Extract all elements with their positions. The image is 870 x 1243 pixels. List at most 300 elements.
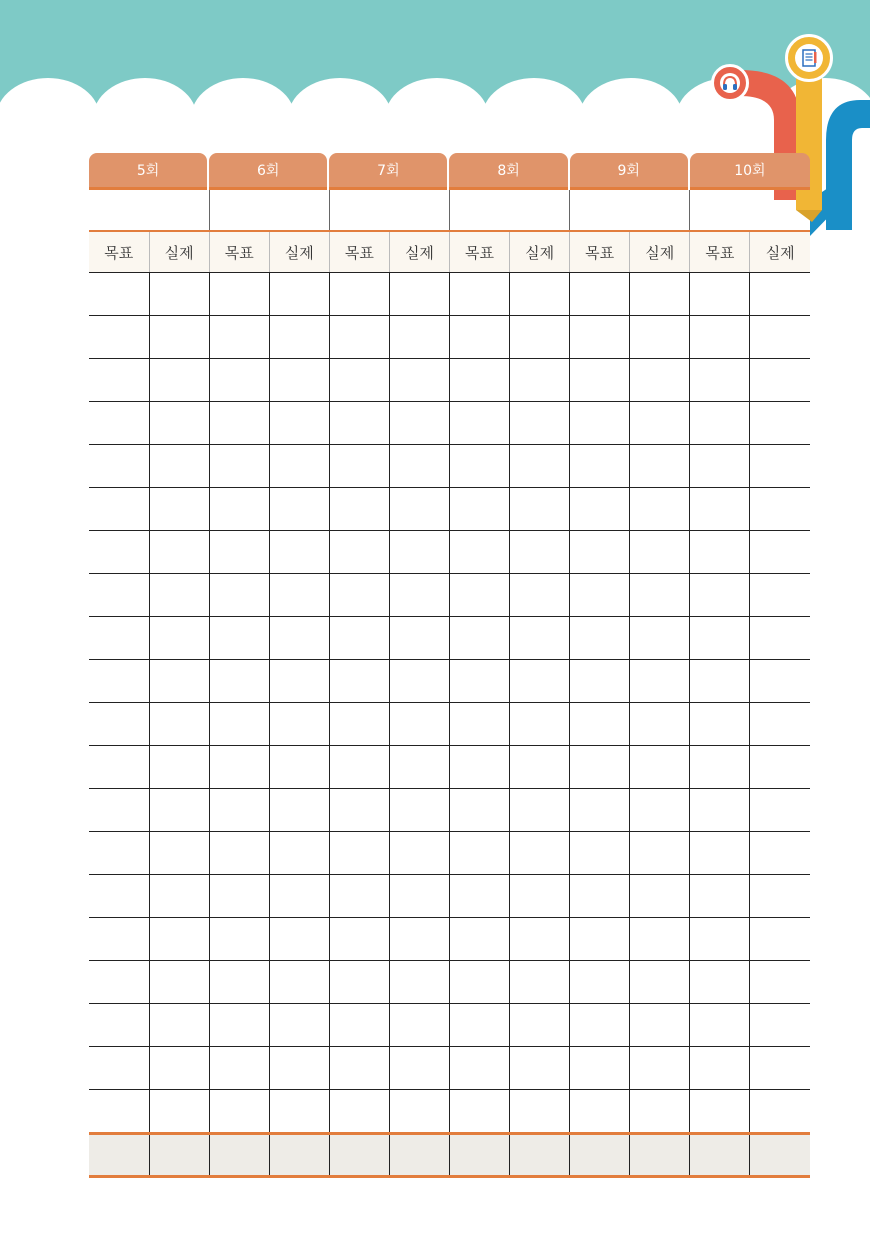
entry-cell[interactable]: [449, 703, 509, 746]
entry-cell[interactable]: [329, 574, 389, 617]
entry-cell[interactable]: [449, 1004, 509, 1047]
entry-cell[interactable]: [630, 875, 690, 918]
entry-cell[interactable]: [149, 660, 209, 703]
entry-cell[interactable]: [750, 359, 810, 402]
entry-cell[interactable]: [510, 746, 570, 789]
table-row: [89, 875, 810, 918]
entry-cell[interactable]: [209, 832, 269, 875]
table-row: [89, 1004, 810, 1047]
table-row: [89, 273, 810, 316]
entry-cell[interactable]: [510, 574, 570, 617]
entry-cell[interactable]: [750, 832, 810, 875]
entry-cell[interactable]: [269, 402, 329, 445]
entry-cell[interactable]: [329, 961, 389, 1004]
entry-cell[interactable]: [570, 918, 630, 961]
entry-cell[interactable]: [269, 316, 329, 359]
entry-cell[interactable]: [329, 402, 389, 445]
entry-cell[interactable]: [89, 746, 149, 789]
actual-label: 실제: [149, 231, 209, 273]
entry-cell[interactable]: [89, 1047, 149, 1090]
round-header-3: 8회: [449, 153, 567, 190]
entry-cell[interactable]: [449, 359, 509, 402]
entry-cell[interactable]: [570, 531, 630, 574]
round-header-0: 5회: [89, 153, 207, 190]
entry-cell[interactable]: [449, 660, 509, 703]
entry-cell[interactable]: [209, 359, 269, 402]
entry-cell[interactable]: [690, 273, 750, 316]
date-cell[interactable]: [329, 190, 449, 231]
entry-cell[interactable]: [690, 703, 750, 746]
entry-cell[interactable]: [690, 316, 750, 359]
entry-cell[interactable]: [89, 1004, 149, 1047]
entry-cell[interactable]: [630, 1090, 690, 1134]
entry-cell[interactable]: [449, 488, 509, 531]
entry-cell[interactable]: [209, 918, 269, 961]
entry-cell[interactable]: [329, 617, 389, 660]
entry-cell[interactable]: [269, 660, 329, 703]
entry-cell[interactable]: [89, 531, 149, 574]
entry-cell[interactable]: [209, 1004, 269, 1047]
entry-cell[interactable]: [89, 574, 149, 617]
entry-cell[interactable]: [89, 703, 149, 746]
entry-cell[interactable]: [449, 918, 509, 961]
entry-cell[interactable]: [690, 531, 750, 574]
entry-cell[interactable]: [89, 789, 149, 832]
entry-cell[interactable]: [89, 273, 149, 316]
entry-cell[interactable]: [449, 402, 509, 445]
entry-cell[interactable]: [570, 703, 630, 746]
entry-cell[interactable]: [630, 961, 690, 1004]
entry-cell[interactable]: [630, 316, 690, 359]
table-row: [89, 746, 810, 789]
entry-cell[interactable]: [690, 918, 750, 961]
entry-cell[interactable]: [750, 273, 810, 316]
entry-cell[interactable]: [389, 574, 449, 617]
entry-cell[interactable]: [570, 789, 630, 832]
entry-cell[interactable]: [510, 359, 570, 402]
entry-cell[interactable]: [630, 660, 690, 703]
sub-label-row: [89, 231, 810, 273]
entry-cell[interactable]: [570, 488, 630, 531]
entry-cell[interactable]: [89, 832, 149, 875]
entry-cell[interactable]: [690, 832, 750, 875]
date-cell[interactable]: [89, 190, 209, 231]
entry-cell[interactable]: [510, 531, 570, 574]
entry-cell[interactable]: [89, 617, 149, 660]
total-cell[interactable]: [89, 1134, 149, 1177]
entry-cell[interactable]: [750, 1090, 810, 1134]
entry-cell[interactable]: [389, 1004, 449, 1047]
entry-cell[interactable]: [750, 574, 810, 617]
entry-cell[interactable]: [149, 273, 209, 316]
entry-cell[interactable]: [149, 402, 209, 445]
entry-cell[interactable]: [329, 832, 389, 875]
entry-cell[interactable]: [209, 660, 269, 703]
target-label: 목표: [329, 231, 389, 273]
round-header-5: 10회: [690, 153, 810, 190]
entry-cell[interactable]: [630, 402, 690, 445]
entry-cell[interactable]: [269, 789, 329, 832]
date-cell[interactable]: [570, 190, 690, 231]
target-label: 목표: [209, 231, 269, 273]
entry-cell[interactable]: [630, 1047, 690, 1090]
target-label: 목표: [89, 231, 149, 273]
entry-cell[interactable]: [329, 918, 389, 961]
entry-cell[interactable]: [630, 789, 690, 832]
entry-cell[interactable]: [269, 875, 329, 918]
entry-cell[interactable]: [570, 402, 630, 445]
entry-cell[interactable]: [750, 918, 810, 961]
actual-label: 실제: [630, 231, 690, 273]
date-cell[interactable]: [690, 190, 810, 231]
entry-cell[interactable]: [510, 660, 570, 703]
entry-cell[interactable]: [630, 445, 690, 488]
entry-cell[interactable]: [149, 875, 209, 918]
document-icon: [785, 34, 833, 82]
date-row: [89, 190, 810, 231]
entry-cell[interactable]: [750, 531, 810, 574]
entry-cell[interactable]: [690, 488, 750, 531]
entry-cell[interactable]: [329, 488, 389, 531]
entry-cell[interactable]: [269, 359, 329, 402]
entry-cell[interactable]: [89, 359, 149, 402]
table-row: [89, 660, 810, 703]
entry-cell[interactable]: [449, 961, 509, 1004]
total-cell[interactable]: [449, 1134, 509, 1177]
total-cell[interactable]: [389, 1134, 449, 1177]
entry-cell[interactable]: [750, 1004, 810, 1047]
entry-cell[interactable]: [690, 574, 750, 617]
actual-label: 실제: [750, 231, 810, 273]
entry-cell[interactable]: [570, 316, 630, 359]
entry-cell[interactable]: [449, 617, 509, 660]
total-cell[interactable]: [149, 1134, 209, 1177]
entry-cell[interactable]: [269, 961, 329, 1004]
entry-cell[interactable]: [630, 531, 690, 574]
entry-cell[interactable]: [570, 660, 630, 703]
entry-cell[interactable]: [209, 875, 269, 918]
entry-cell[interactable]: [329, 660, 389, 703]
entry-cell[interactable]: [209, 961, 269, 1004]
entry-cell[interactable]: [269, 918, 329, 961]
entry-cell[interactable]: [750, 875, 810, 918]
entry-cell[interactable]: [269, 703, 329, 746]
entry-cell[interactable]: [750, 789, 810, 832]
entry-cell[interactable]: [510, 1004, 570, 1047]
entry-cell[interactable]: [149, 445, 209, 488]
entry-cell[interactable]: [630, 273, 690, 316]
entry-cell[interactable]: [149, 359, 209, 402]
entry-cell[interactable]: [570, 273, 630, 316]
entry-cell[interactable]: [750, 961, 810, 1004]
headphones-icon: [711, 64, 749, 102]
entry-cell[interactable]: [389, 961, 449, 1004]
entry-cell[interactable]: [750, 703, 810, 746]
entry-cell[interactable]: [329, 703, 389, 746]
entry-cell[interactable]: [690, 1090, 750, 1134]
entry-cell[interactable]: [209, 789, 269, 832]
date-cell[interactable]: [449, 190, 569, 231]
entry-cell[interactable]: [209, 703, 269, 746]
entry-cell[interactable]: [389, 531, 449, 574]
entry-cell[interactable]: [449, 746, 509, 789]
entry-cell[interactable]: [329, 273, 389, 316]
entry-cell[interactable]: [750, 660, 810, 703]
entry-cell[interactable]: [449, 531, 509, 574]
entry-cell[interactable]: [149, 1047, 209, 1090]
entry-cell[interactable]: [449, 574, 509, 617]
entry-cell[interactable]: [449, 789, 509, 832]
entry-cell[interactable]: [630, 359, 690, 402]
entry-cell[interactable]: [750, 316, 810, 359]
entry-cell[interactable]: [630, 1004, 690, 1047]
entry-cell[interactable]: [510, 1090, 570, 1134]
entry-cell[interactable]: [750, 1047, 810, 1090]
entry-cell[interactable]: [449, 273, 509, 316]
entry-cell[interactable]: [570, 832, 630, 875]
entry-cell[interactable]: [269, 1047, 329, 1090]
entry-cell[interactable]: [89, 402, 149, 445]
entry-cell[interactable]: [89, 961, 149, 1004]
entry-cell[interactable]: [149, 918, 209, 961]
entry-cell[interactable]: [510, 402, 570, 445]
entry-cell[interactable]: [149, 488, 209, 531]
table-row: [89, 832, 810, 875]
table-row: [89, 574, 810, 617]
entry-cell[interactable]: [149, 531, 209, 574]
entry-cell[interactable]: [510, 445, 570, 488]
entry-cell[interactable]: [269, 488, 329, 531]
table-row: [89, 1047, 810, 1090]
entry-cell[interactable]: [690, 1004, 750, 1047]
entry-cell[interactable]: [209, 746, 269, 789]
entry-cell[interactable]: [149, 789, 209, 832]
entry-cell[interactable]: [630, 832, 690, 875]
entry-cell[interactable]: [209, 402, 269, 445]
entry-cell[interactable]: [329, 531, 389, 574]
entry-cell[interactable]: [750, 488, 810, 531]
entry-cell[interactable]: [89, 918, 149, 961]
entry-cell[interactable]: [510, 273, 570, 316]
entry-cell[interactable]: [630, 574, 690, 617]
entry-cell[interactable]: [570, 961, 630, 1004]
total-cell[interactable]: [329, 1134, 389, 1177]
entry-cell[interactable]: [570, 1004, 630, 1047]
entry-cell[interactable]: [209, 1047, 269, 1090]
entry-cell[interactable]: [510, 703, 570, 746]
entry-cell[interactable]: [750, 746, 810, 789]
entry-cell[interactable]: [329, 1090, 389, 1134]
entry-cell[interactable]: [269, 1004, 329, 1047]
entry-cell[interactable]: [630, 918, 690, 961]
entry-cell[interactable]: [389, 359, 449, 402]
entry-cell[interactable]: [510, 961, 570, 1004]
entry-cell[interactable]: [510, 488, 570, 531]
entry-cell[interactable]: [570, 1047, 630, 1090]
entry-cell[interactable]: [269, 445, 329, 488]
total-cell[interactable]: [750, 1134, 810, 1177]
entry-cell[interactable]: [269, 617, 329, 660]
entry-cell[interactable]: [389, 746, 449, 789]
table-row: [89, 316, 810, 359]
entry-cell[interactable]: [149, 746, 209, 789]
total-cell[interactable]: [630, 1134, 690, 1177]
entry-cell[interactable]: [690, 961, 750, 1004]
entry-cell[interactable]: [329, 445, 389, 488]
entry-cell[interactable]: [570, 746, 630, 789]
entry-cell[interactable]: [690, 789, 750, 832]
entry-cell[interactable]: [449, 316, 509, 359]
entry-cell[interactable]: [570, 445, 630, 488]
entry-cell[interactable]: [510, 316, 570, 359]
entry-cell[interactable]: [750, 617, 810, 660]
entry-cell[interactable]: [449, 1047, 509, 1090]
entry-cell[interactable]: [149, 316, 209, 359]
entry-cell[interactable]: [510, 918, 570, 961]
entry-cell[interactable]: [149, 832, 209, 875]
entry-cell[interactable]: [449, 445, 509, 488]
entry-cell[interactable]: [269, 1090, 329, 1134]
table-row: [89, 918, 810, 961]
actual-label: 실제: [389, 231, 449, 273]
entry-cell[interactable]: [149, 617, 209, 660]
entry-cell[interactable]: [570, 1090, 630, 1134]
entry-cell[interactable]: [510, 1047, 570, 1090]
entry-cell[interactable]: [209, 574, 269, 617]
entry-cell[interactable]: [329, 875, 389, 918]
entry-cell[interactable]: [89, 445, 149, 488]
entry-cell[interactable]: [570, 574, 630, 617]
entry-cell[interactable]: [690, 1047, 750, 1090]
entry-cell[interactable]: [690, 359, 750, 402]
entry-cell[interactable]: [209, 531, 269, 574]
entry-cell[interactable]: [329, 789, 389, 832]
entry-cell[interactable]: [89, 316, 149, 359]
target-label: 목표: [570, 231, 630, 273]
entry-cell[interactable]: [690, 746, 750, 789]
entry-cell[interactable]: [630, 746, 690, 789]
entry-cell[interactable]: [389, 1090, 449, 1134]
table-row: [89, 531, 810, 574]
entry-cell[interactable]: [389, 617, 449, 660]
actual-label: 실제: [269, 231, 329, 273]
entry-cell[interactable]: [389, 660, 449, 703]
log-grid: [89, 190, 810, 1178]
entry-cell[interactable]: [329, 1047, 389, 1090]
entry-cell[interactable]: [89, 1090, 149, 1134]
entry-cell[interactable]: [690, 660, 750, 703]
date-cell[interactable]: [209, 190, 329, 231]
entry-cell[interactable]: [449, 832, 509, 875]
entry-cell[interactable]: [389, 488, 449, 531]
entry-cell[interactable]: [389, 875, 449, 918]
total-cell[interactable]: [690, 1134, 750, 1177]
entry-cell[interactable]: [329, 316, 389, 359]
entry-cell[interactable]: [389, 402, 449, 445]
entry-cell[interactable]: [630, 488, 690, 531]
round-header-row: [89, 153, 810, 190]
entry-cell[interactable]: [690, 875, 750, 918]
entry-cell[interactable]: [690, 617, 750, 660]
entry-cell[interactable]: [269, 832, 329, 875]
entry-cell[interactable]: [389, 918, 449, 961]
entry-cell[interactable]: [510, 789, 570, 832]
round-header-4: 9회: [570, 153, 688, 190]
round-header-2: 7회: [329, 153, 447, 190]
entry-cell[interactable]: [209, 1090, 269, 1134]
total-cell[interactable]: [510, 1134, 570, 1177]
entry-cell[interactable]: [209, 316, 269, 359]
entry-cell[interactable]: [690, 445, 750, 488]
entry-cell[interactable]: [149, 1090, 209, 1134]
entry-cell[interactable]: [149, 703, 209, 746]
entry-cell[interactable]: [510, 617, 570, 660]
entry-cell[interactable]: [89, 488, 149, 531]
entry-cell[interactable]: [329, 746, 389, 789]
table-row: [89, 1090, 810, 1134]
total-row: [89, 1134, 810, 1177]
table-row: [89, 789, 810, 832]
entry-cell[interactable]: [449, 1090, 509, 1134]
entry-cell[interactable]: [389, 832, 449, 875]
entry-cell[interactable]: [510, 875, 570, 918]
entry-cell[interactable]: [209, 488, 269, 531]
entry-cell[interactable]: [269, 273, 329, 316]
total-cell[interactable]: [269, 1134, 329, 1177]
round-header-1: 6회: [209, 153, 327, 190]
entry-cell[interactable]: [570, 617, 630, 660]
entry-cell[interactable]: [89, 660, 149, 703]
entry-cell[interactable]: [389, 703, 449, 746]
entry-cell[interactable]: [449, 875, 509, 918]
entry-cell[interactable]: [389, 789, 449, 832]
entry-cell[interactable]: [570, 359, 630, 402]
entry-cell[interactable]: [510, 832, 570, 875]
table-row: [89, 488, 810, 531]
entry-cell[interactable]: [269, 574, 329, 617]
entry-cell[interactable]: [329, 1004, 389, 1047]
entry-cell[interactable]: [389, 316, 449, 359]
entry-cell[interactable]: [149, 574, 209, 617]
entry-cell[interactable]: [269, 746, 329, 789]
total-cell[interactable]: [570, 1134, 630, 1177]
table-row: [89, 402, 810, 445]
target-label: 목표: [690, 231, 750, 273]
study-log-table: [89, 153, 810, 1178]
entry-cell[interactable]: [389, 273, 449, 316]
entry-cell[interactable]: [630, 703, 690, 746]
entry-cell[interactable]: [149, 1004, 209, 1047]
entry-cell[interactable]: [389, 1047, 449, 1090]
table-row: [89, 961, 810, 1004]
table-row: [89, 617, 810, 660]
entry-cell[interactable]: [209, 445, 269, 488]
total-cell[interactable]: [209, 1134, 269, 1177]
entry-cell[interactable]: [750, 402, 810, 445]
entry-cell[interactable]: [209, 617, 269, 660]
entry-cell[interactable]: [329, 359, 389, 402]
table-row: [89, 703, 810, 746]
entry-cell[interactable]: [630, 617, 690, 660]
entry-cell[interactable]: [269, 531, 329, 574]
entry-cell[interactable]: [389, 445, 449, 488]
entry-cell[interactable]: [89, 875, 149, 918]
entry-cell[interactable]: [750, 445, 810, 488]
entry-cell[interactable]: [690, 402, 750, 445]
entry-cell[interactable]: [149, 961, 209, 1004]
entry-cell[interactable]: [209, 273, 269, 316]
entry-cell[interactable]: [570, 875, 630, 918]
